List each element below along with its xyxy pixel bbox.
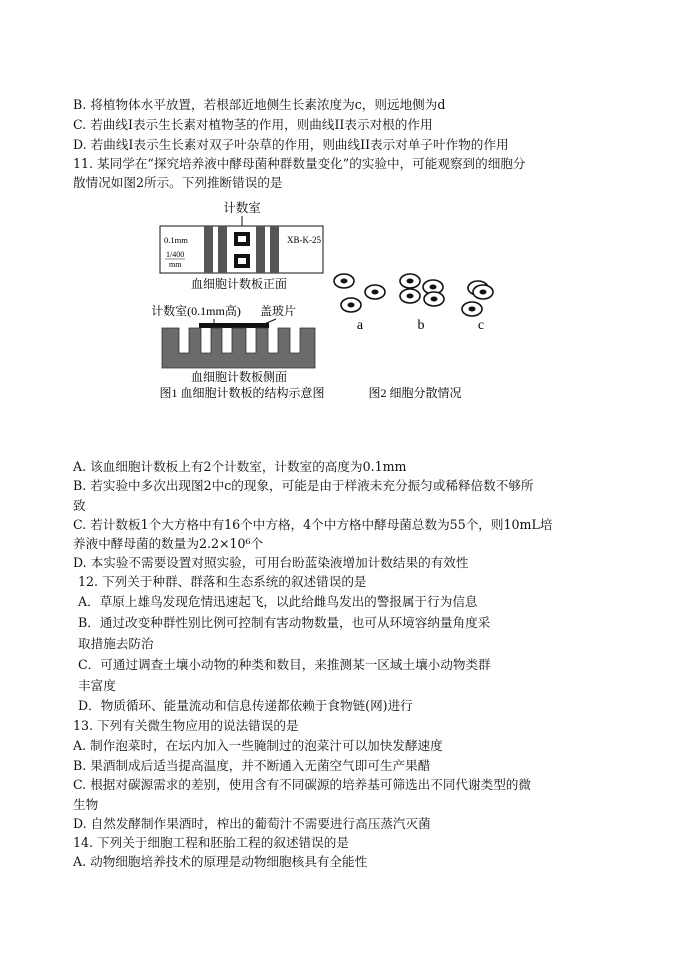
side-caption: 血细胞计数板侧面 — [190, 370, 288, 384]
option-c-q13: C. 根据对碳源需求的差别，使用含有不同碳源的培养基可筛选出不同代谢类型的微 — [73, 777, 531, 792]
option-d-q10: D. 若曲线I表示生长素对双子叶杂草的作用，则曲线II表示对单子叶作物的作用 — [73, 137, 509, 152]
question-12-stem: 12. 下列关于种群、群落和生态系统的叙述错误的是 — [78, 574, 367, 589]
front-grid-1-inner — [238, 236, 246, 242]
option-a-q14: A. 动物细胞培养技术的原理是动物细胞核具有全能性 — [73, 854, 368, 869]
option-b-q12: B．通过改变种群性别比例可控制有害动物数量，也可从环境容纳量角度采 — [78, 615, 491, 630]
cell-group-c — [462, 281, 493, 316]
cell-label-a: a — [356, 318, 364, 333]
cell-nucleus — [407, 294, 414, 299]
front-grid-2-inner — [238, 258, 246, 264]
option-c-q13-cont: 生物 — [73, 797, 99, 812]
option-c-q12: C．可通过调查土壤小动物的种类和数目，来推测某一区域土壤小动物类群 — [78, 657, 491, 672]
coverslip — [199, 323, 269, 328]
front-bar-1 — [204, 226, 213, 273]
dim-01mm: 0.1mm — [164, 235, 188, 245]
question-11-stem-cont: 散情况如图2所示。下列推断错误的是 — [73, 175, 283, 190]
front-bar-3 — [256, 226, 265, 273]
question-14-stem: 14. 下列关于细胞工程和胚胎工程的叙述错误的是 — [73, 835, 349, 850]
cell-nucleus — [469, 307, 476, 312]
option-d-q12: D．物质循环、能量流动和信息传递都依赖于食物链(网)进行 — [78, 698, 413, 713]
option-b-q10: B. 将植物体水平放置，若根部近地侧生长素浓度为c，则远地侧为d — [73, 97, 446, 112]
cell-group-a — [334, 274, 385, 312]
cell-label-c: c — [477, 318, 485, 333]
option-c-q11: C. 若计数板1个大方格中有16个中方格，4个中方格中酵母菌总数为55个，则10mL培 — [73, 517, 553, 532]
label-coverslip: 盖玻片 — [259, 304, 297, 318]
cell-nucleus — [341, 279, 348, 284]
cell-nucleus — [480, 290, 487, 295]
question-13-stem: 13. 下列有关微生物应用的说法错误的是 — [73, 718, 299, 733]
front-bar-2 — [218, 226, 227, 273]
front-caption: 血细胞计数板正面 — [190, 277, 288, 291]
cell-nucleus — [372, 290, 379, 295]
cell-nucleus — [430, 285, 437, 290]
model-code: XB-K-25 — [287, 235, 321, 245]
option-b-q11-cont: 致 — [73, 498, 86, 513]
cell-nucleus — [407, 279, 414, 284]
side-slide — [162, 328, 315, 368]
cell-label-b: b — [417, 318, 425, 333]
option-b-q13: B. 果酒制成后适当提高温度，并不断通入无菌空气即可生产果醋 — [73, 758, 431, 773]
option-b-q11: B. 若实验中多次出现图2中c的现象，可能是由于样液未充分振匀或稀释倍数不够所 — [73, 478, 534, 493]
cell-nucleus — [431, 297, 438, 302]
option-a-q11: A. 该血细胞计数板上有2个计数室，计数室的高度为0.1mm — [73, 459, 407, 474]
option-d-q13: D. 自然发酵制作果酒时，榨出的葡萄汁不需要进行高压蒸汽灭菌 — [73, 816, 431, 831]
option-d-q11: D. 本实验不需要设置对照实验，可用台盼蓝染液增加计数结果的有效性 — [73, 555, 469, 570]
front-bar-4 — [270, 226, 279, 273]
option-c-q11-cont: 养液中酵母菌的数量为2.2×10⁶个 — [73, 536, 264, 551]
cell-group-b — [400, 274, 444, 306]
label-chamber-top: 计数室 — [223, 201, 261, 215]
option-c-q10: C. 若曲线I表示生长素对植物茎的作用，则曲线II表示对根的作用 — [73, 117, 433, 132]
option-a-q12: A．草原上雄鸟发现危情迅速起飞，以此给雌鸟发出的警报属于行为信息 — [78, 594, 478, 609]
fig2-caption: 图2 细胞分散情况 — [368, 386, 462, 400]
dim-mm: mm — [169, 260, 182, 269]
fig1-caption: 图1 血细胞计数板的结构示意图 — [159, 386, 325, 400]
option-a-q13: A. 制作泡菜时，在坛内加入一些腌制过的泡菜汁可以加快发酵速度 — [73, 738, 443, 753]
question-11-stem: 11. 某同学在“探究培养液中酵母菌种群数量变化”的实验中，可能观察到的细胞分 — [73, 156, 526, 171]
option-c-q12-cont: 丰富度 — [78, 678, 116, 693]
cell-nucleus — [348, 303, 355, 308]
dim-1-400: 1/400 — [166, 250, 185, 259]
label-chamber-side: 计数室(0.1mm高) — [151, 304, 241, 318]
option-b-q12-cont: 取措施去防治 — [78, 636, 154, 651]
